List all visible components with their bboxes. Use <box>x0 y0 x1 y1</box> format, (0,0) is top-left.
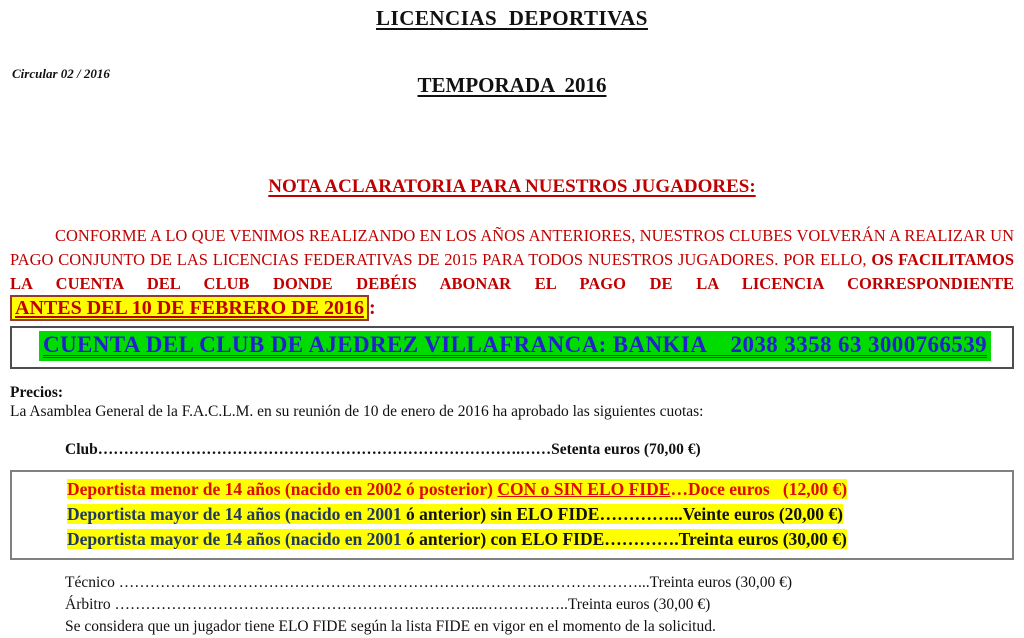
text-segment: Deportista menor de 14 años (nacido en 2002 ó posterior) <box>67 479 498 499</box>
fee-line-over14-elo-text <box>67 529 847 549</box>
arbitro-fee-line: Árbitro ……………………………………………………………...……………..Treinta euros (30,00 €) <box>65 596 711 613</box>
intro-paragraph <box>10 224 1014 321</box>
document-subtitle <box>10 73 1014 98</box>
document-page <box>0 6 1024 638</box>
deadline-colon: : <box>368 297 376 319</box>
bank-account-line: CUENTA DEL CLUB DE AJEDREZ VILLAFRANCA: BANKIA 2038 3358 63 3000766539 <box>39 331 991 361</box>
text-segment: …Doce euros (12,00 €) <box>670 479 848 499</box>
player-fees-box <box>10 470 1014 560</box>
fee-line-over14-noelo-text <box>67 504 843 524</box>
fee-line-over14-noelo <box>67 502 1004 527</box>
document-title-text: LICENCIAS DEPORTIVAS <box>376 6 648 30</box>
text-segment: ó anterior) sin ELO FIDE…………...Veinte euros (20,00 €) <box>405 504 843 524</box>
other-fees-block <box>65 572 1014 638</box>
club-fee-line: Club……………………………………………………………………….……Setenta euros (70,00 €) <box>65 441 701 458</box>
bank-account-box <box>10 326 1014 369</box>
text-segment: Deportista mayor de 14 años (nacido en 2001 <box>67 529 406 549</box>
payment-deadline: ANTES DEL 10 DE FEBRERO DE 2016 <box>10 295 369 321</box>
document-title <box>10 6 1014 31</box>
elo-fide-note: Se considera que un jugador tiene ELO FIDE según la lista FIDE en vigor en el momento de la solicitud. <box>65 618 716 635</box>
paragraph-normal-text: CONFORME A LO QUE VENIMOS REALIZANDO EN LOS AÑOS ANTERIORES, NUESTROS CLUBES VOLVERÁN A REALIZAR UN PAGO CONJUNTO DE LAS LICENCIAS FEDERATIVAS DE 2015 PARA TODOS NUESTROS JUGADORES. POR ELLO, <box>10 226 1014 269</box>
fee-line-over14-elo <box>67 527 1004 552</box>
document-subtitle-text: TEMPORADA 2016 <box>417 73 607 97</box>
text-segment: ó anterior) con ELO FIDE………….Treinta euros (30,00 €) <box>405 529 847 549</box>
prices-heading: Precios: <box>10 384 64 401</box>
note-heading: NOTA ACLARATORIA PARA NUESTROS JUGADORES: <box>268 176 756 197</box>
text-segment: CON o SIN ELO FIDE <box>497 479 671 499</box>
text-segment: Deportista mayor de 14 años (nacido en 2001 <box>67 504 406 524</box>
prices-intro: La Asamblea General de la F.A.C.L.M. en su reunión de 10 de enero de 2016 ha aprobado las siguientes cuotas: <box>10 403 704 420</box>
paragraph-bold-text: OS FACILITAMOS LA CUENTA DEL CLUB DONDE DEBÉIS ABONAR EL PAGO DE LA LICENCIA CORRESPONDIENTE <box>10 250 1014 293</box>
fee-line-under14 <box>67 477 1004 502</box>
circular-number: Circular 02 / 2016 <box>12 66 110 81</box>
tecnico-fee-line: Técnico ………………………………………………………………………..………………...Treinta euros (30,00 €) <box>65 574 793 591</box>
fee-line-under14-text <box>67 479 847 499</box>
